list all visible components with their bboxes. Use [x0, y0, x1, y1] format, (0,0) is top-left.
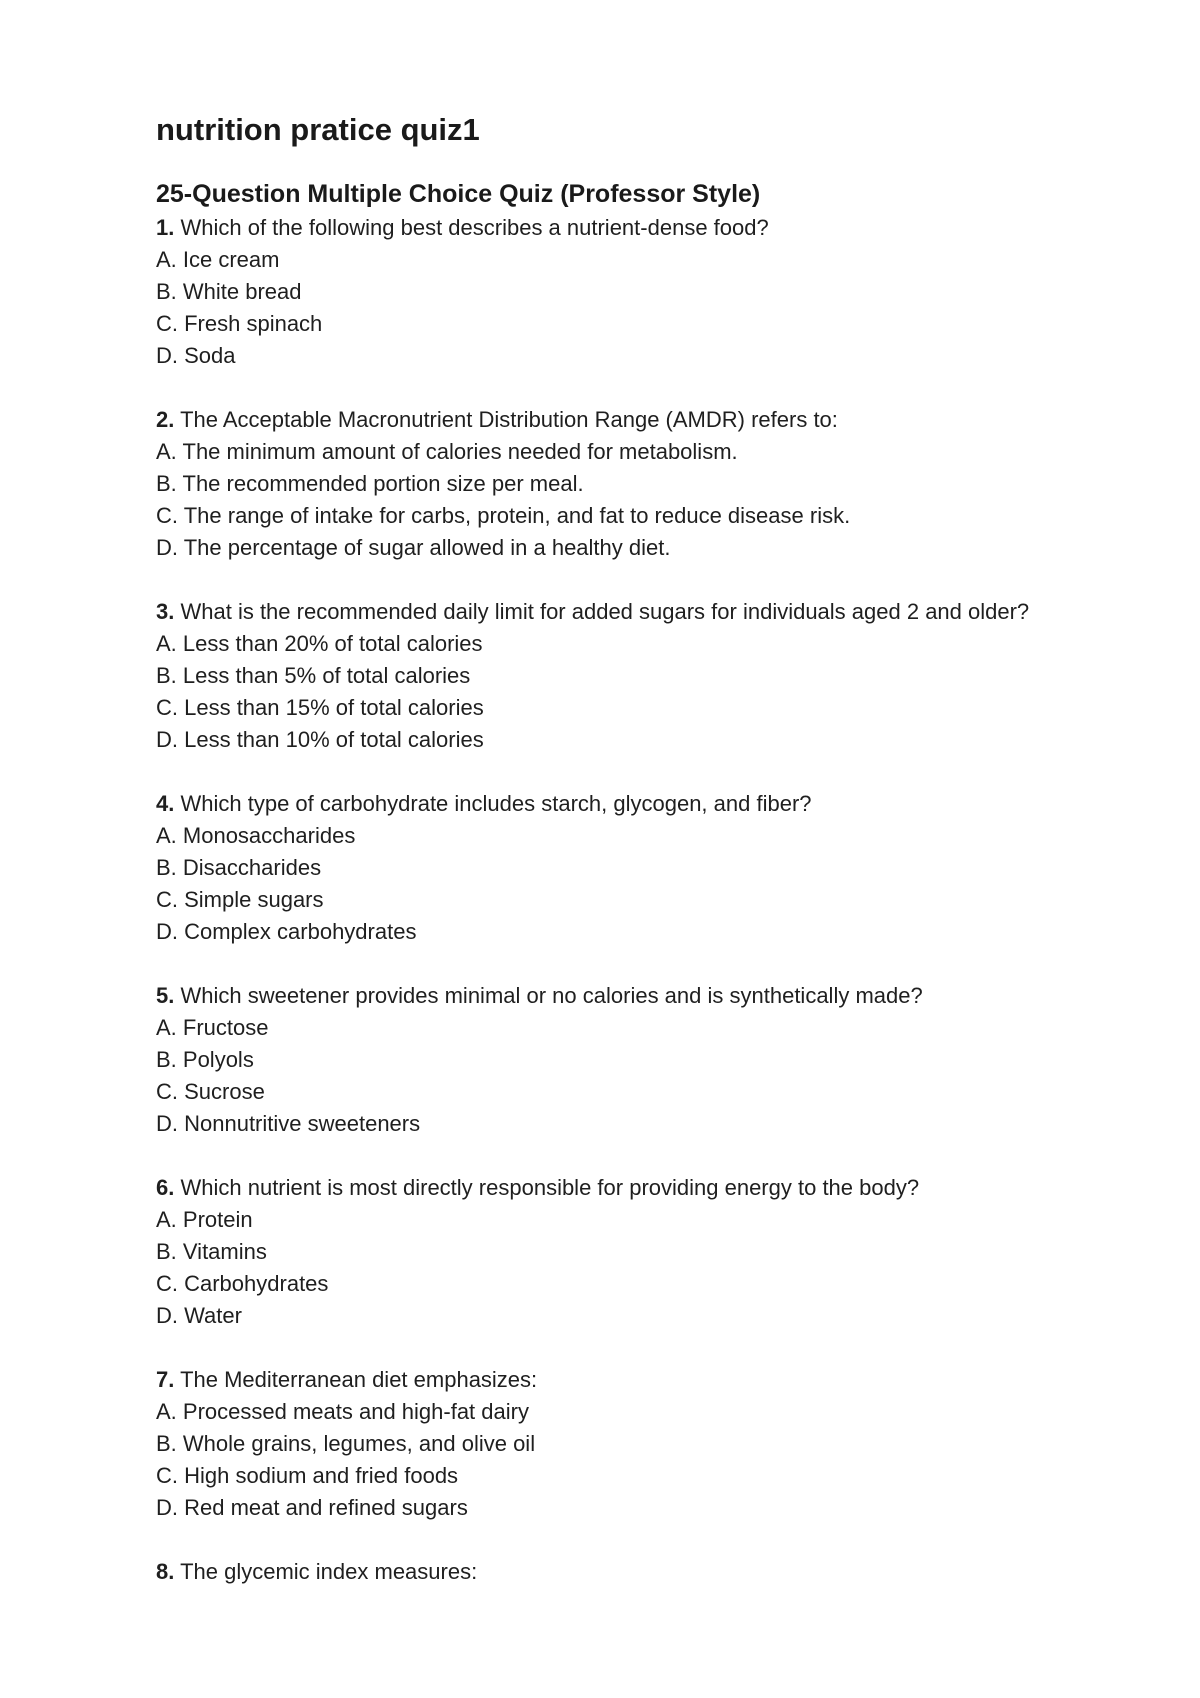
answer-option: D. Red meat and refined sugars	[156, 1495, 468, 1520]
question-text	[156, 596, 1076, 628]
question-number: 5.	[156, 983, 175, 1008]
answer-option: B. White bread	[156, 279, 302, 304]
question-stem: The Acceptable Macronutrient Distribution Range (AMDR) refers to:	[180, 407, 838, 432]
answer-option: A. Fructose	[156, 1015, 269, 1040]
answer-option: A. Ice cream	[156, 247, 280, 272]
answer-option: D. Soda	[156, 343, 236, 368]
answer-option: A. Less than 20% of total calories	[156, 631, 483, 656]
answer-option: B. Disaccharides	[156, 855, 322, 880]
answer-option: D. Nonnutritive sweeteners	[156, 1111, 421, 1136]
answer-option: C. High sodium and fried foods	[156, 1463, 459, 1488]
question-number: 4.	[156, 791, 175, 816]
question-number: 7.	[156, 1367, 175, 1392]
question-text	[156, 980, 1076, 1012]
question-text	[156, 212, 1076, 244]
document-title: nutrition pratice quiz1	[156, 112, 480, 147]
quiz-heading: 25-Question Multiple Choice Quiz (Professor Style)	[156, 180, 761, 208]
answer-option: C. The range of intake for carbs, protein, and fat to reduce disease risk.	[156, 503, 851, 528]
question-8	[156, 1556, 1076, 1588]
question-7	[156, 1364, 1076, 1524]
answer-option: A. Processed meats and high-fat dairy	[156, 1399, 529, 1424]
question-4	[156, 788, 1076, 948]
answer-option: D. Less than 10% of total calories	[156, 727, 484, 752]
answer-option: B. Polyols	[156, 1047, 254, 1072]
answer-option: A. Monosaccharides	[156, 823, 356, 848]
question-number: 2.	[156, 407, 175, 432]
answer-option: B. Vitamins	[156, 1239, 267, 1264]
question-6	[156, 1172, 1076, 1332]
question-stem: Which nutrient is most directly responsible for providing energy to the body?	[180, 1175, 920, 1200]
question-3	[156, 596, 1076, 756]
question-number: 3.	[156, 599, 175, 624]
answer-option: A. The minimum amount of calories needed for metabolism.	[156, 439, 738, 464]
question-text	[156, 1172, 1076, 1204]
answer-option: B. The recommended portion size per meal.	[156, 471, 584, 496]
question-stem: Which type of carbohydrate includes starch, glycogen, and fiber?	[180, 791, 812, 816]
question-stem: The Mediterranean diet emphasizes:	[180, 1367, 538, 1392]
question-text	[156, 404, 1076, 436]
question-2	[156, 404, 1076, 564]
question-1	[156, 212, 1076, 372]
answer-option: C. Simple sugars	[156, 887, 324, 912]
question-number: 6.	[156, 1175, 175, 1200]
question-text	[156, 1556, 1076, 1588]
question-number: 8.	[156, 1559, 175, 1584]
answer-option: D. The percentage of sugar allowed in a healthy diet.	[156, 535, 671, 560]
question-text	[156, 788, 1076, 820]
answer-option: B. Less than 5% of total calories	[156, 663, 471, 688]
answer-option: C. Carbohydrates	[156, 1271, 329, 1296]
question-text	[156, 1364, 1076, 1396]
answer-option: B. Whole grains, legumes, and olive oil	[156, 1431, 536, 1456]
question-stem: Which of the following best describes a nutrient-dense food?	[180, 215, 769, 240]
document-page	[156, 108, 1076, 1620]
answer-option: C. Less than 15% of total calories	[156, 695, 484, 720]
question-stem: What is the recommended daily limit for added sugars for individuals aged 2 and older?	[180, 599, 1030, 624]
question-5	[156, 980, 1076, 1140]
question-number: 1.	[156, 215, 175, 240]
answer-option: A. Protein	[156, 1207, 253, 1232]
answer-option: D. Complex carbohydrates	[156, 919, 417, 944]
answer-option: D. Water	[156, 1303, 242, 1328]
answer-option: C. Fresh spinach	[156, 311, 323, 336]
question-stem: The glycemic index measures:	[180, 1559, 478, 1584]
question-stem: Which sweetener provides minimal or no calories and is synthetically made?	[180, 983, 923, 1008]
answer-option: C. Sucrose	[156, 1079, 265, 1104]
